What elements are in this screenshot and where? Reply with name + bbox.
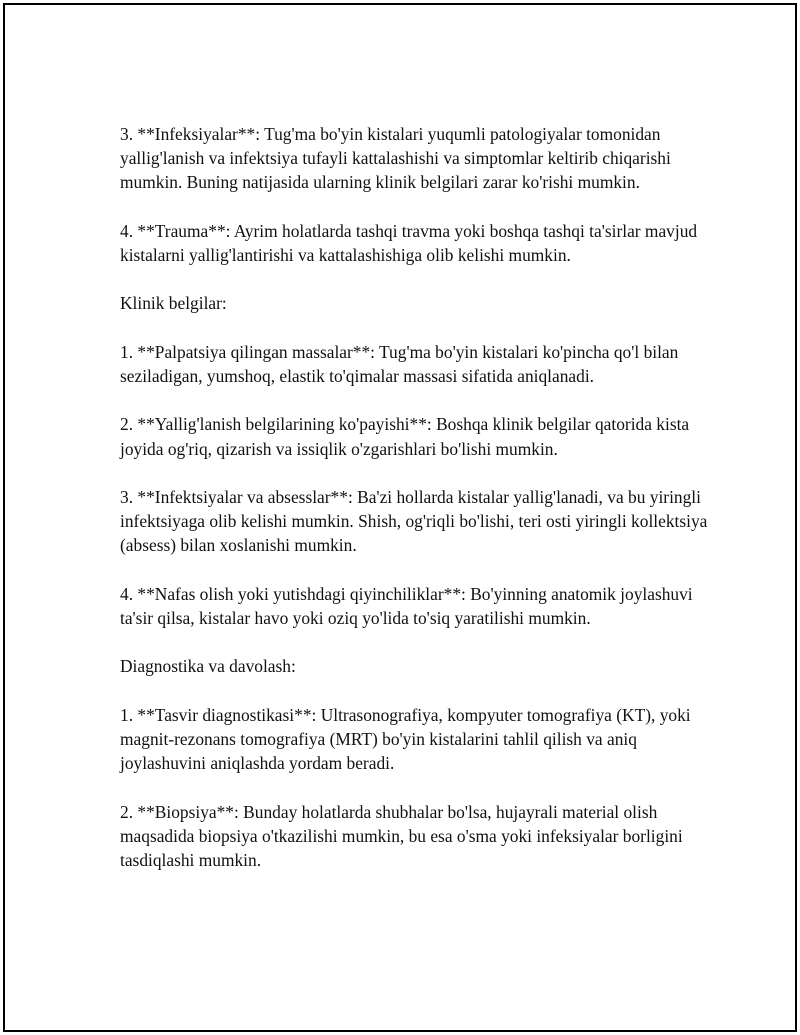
paragraph-yalliglanish: 2. **Yallig'lanish belgilarining ko'payishi**: Boshqa klinik belgilar qatorida kista joyida og'riq, qizarish va issiqlik o'zgarishlari bo'lishi mumkin. [120, 414, 690, 459]
paragraph-biopsiya: 2. **Biopsiya**: Bunday holatlarda shubhalar bo'lsa, hujayrali material olish maqsadida biopsiya o'tkazilishi mumkin, bu esa o'sma yoki infeksiyalar borligini tasdiqlashi mumkin. [120, 801, 683, 870]
paragraph-tasvir-diagnostikasi: 1. **Tasvir diagnostikasi**: Ultrasonografiya, kompyuter tomografiya (KT), yoki magnit-rezonans tomografiya (MRT) bo'yin kistalarini tahlil qilish va aniq joylashuvini aniqlashda yordam beradi. [120, 704, 691, 774]
paragraph-infeksiyalar: 3. **Infeksiyalar**: Tug'ma bo'yin kistalari yuqumli patologiyalar tomonidan yallig'lanish va infektsiya tufayli kattalashishi va simptomlar keltirib chiqarishi mumkin. Buning natijasida ularning klinik belgilari zarar ko'rishi mumkin. [120, 124, 671, 193]
heading-klinik-belgilar: Klinik belgilar: [120, 293, 227, 314]
paragraph-palpatsiya: 1. **Palpatsiya qilingan massalar**: Tug'ma bo'yin kistalari ko'pincha qo'l bilan seziladigan, yumshoq, elastik to'qimalar massasi sifatida aniqlanadi. [120, 341, 679, 386]
document-body [120, 122, 710, 896]
heading-diagnostika-davolash: Diagnostika va davolash: [120, 656, 296, 677]
paragraph-trauma: 4. **Trauma**: Ayrim holatlarda tashqi travma yoki boshqa tashqi ta'sirlar mavjud kistalarni yallig'lantirishi va kattalashishiga olib kelishi mumkin. [120, 220, 698, 265]
paragraph-nafas-olish: 4. **Nafas olish yoki yutishdagi qiyinchiliklar**: Bo'yinning anatomik joylashuvi ta'sir qilsa, kistalar havo yoki oziq yo'lida to'siq yaratilishi mumkin. [120, 583, 693, 628]
paragraph-infektsiyalar-absesslar: 3. **Infektsiyalar va absesslar**: Ba'zi hollarda kistalar yallig'lanadi, va bu yiringli infektsiyaga olib kelishi mumkin. Shish, og'riqli bo'lishi, teri osti yiringli kollektsiya (absess) bilan xoslanishi mumkin. [120, 486, 708, 556]
page-frame [3, 3, 797, 1032]
